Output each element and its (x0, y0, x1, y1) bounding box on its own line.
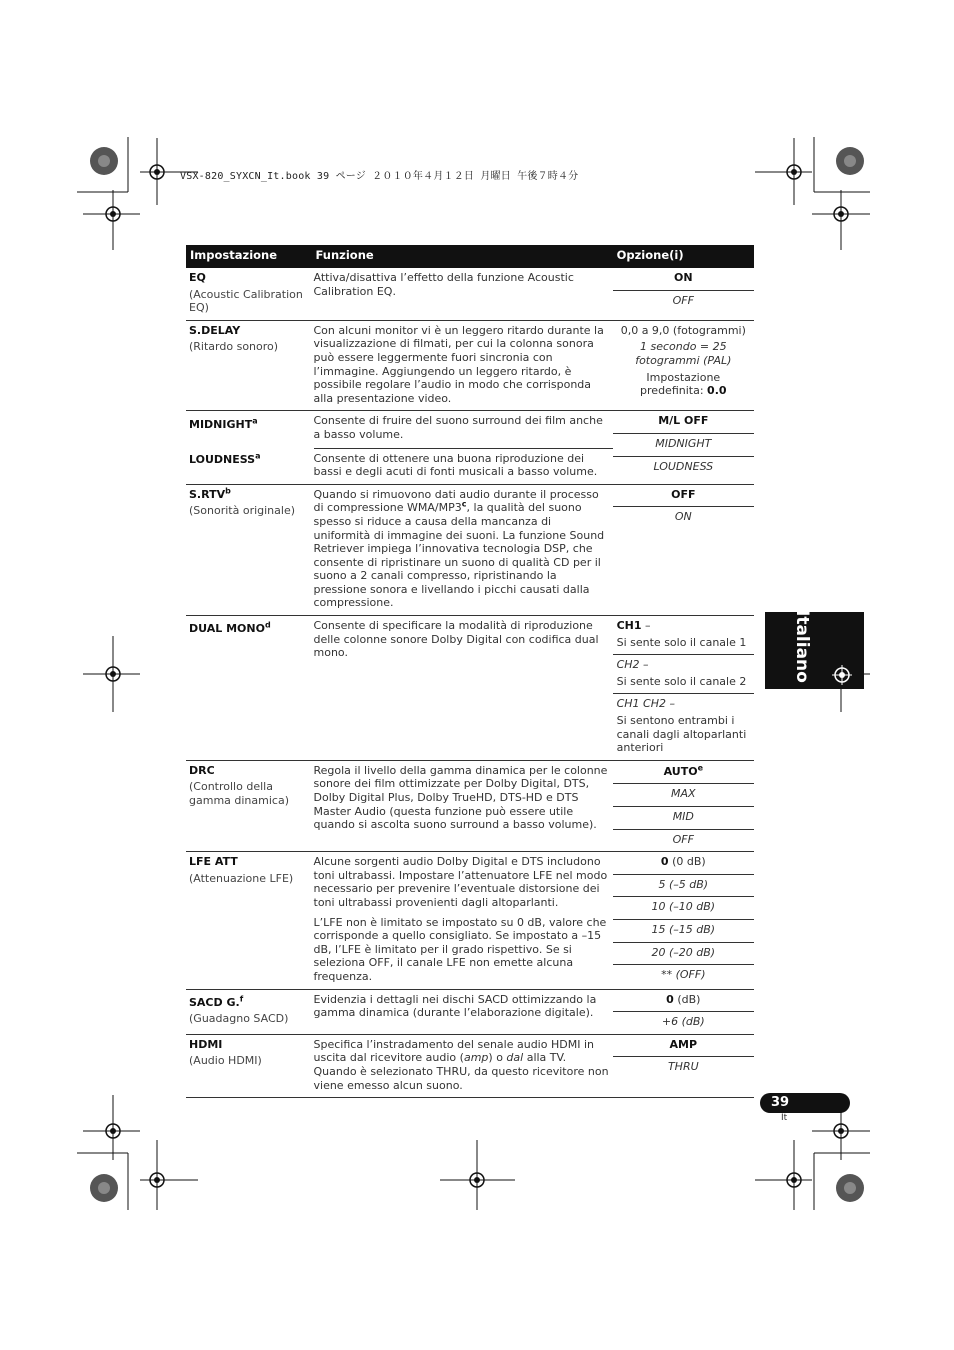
setting-name-eq: EQ (189, 271, 206, 284)
option-drc-max: MAX (613, 784, 754, 807)
setting-name-sacd: SACD G. (189, 995, 240, 1009)
option-sacd-0: 0 (666, 992, 674, 1006)
header-opzioni: Opzione(i) (613, 245, 754, 268)
setting-desc-drc: Regola il livello della gamma dinamica per le colonne sonore dei film ottimizzate per Dolby Digital, DTS, Dolby Digital Plus, Dolby TrueHD, DTS-HD e DTS Master Audio (questa funzione può essere utile quando si ascolta suono surround a basso volume). (308, 760, 613, 851)
footnote-a-loudness: a (255, 451, 261, 461)
language-tab-label: Italiano (792, 610, 812, 683)
option-srtv-off: OFF (613, 485, 754, 508)
setting-name-sdelay: S.DELAY (189, 323, 241, 337)
option-lfe-10: 10 (–10 dB) (613, 897, 754, 920)
page-number-badge (760, 1093, 850, 1113)
setting-desc-hdmi: Specifica l’instradamento del senale audio HDMI in uscita dal ricevitore audio (amp) o dal alla TV. Quando è selezionato THRU, da questo ricevitore non viene emesso alcun suono. (308, 1034, 613, 1097)
option-ch2-desc: Si sente solo il canale 2 (616, 674, 747, 688)
setting-sub-sdelay: (Ritardo sonoro) (189, 340, 279, 354)
side-tab-crosshair (832, 665, 852, 685)
table-row-sacd: SACD G.$^f$ (Guadagno SACD) Evidenzia i dettagli nei dischi SACD ottimizzando la gamma dinamica (durante l’elaborazione digitale). 0 (dB) +6 (dB) (186, 989, 754, 1034)
option-ch1-desc: Si sente solo il canale 1 (616, 635, 747, 649)
table-row-lfeatt: LFE ATT (Attenuazione LFE) Alcune sorgenti audio Dolby Digital e DTS includono toni ultrabassi. Impostare l’attenuatore LFE nel modo necessario per prevenire l’eventuale distorsione dei toni ultrabassi provenienti dagli altoparlanti. L’LFE non è limitato se impostato su 0 dB, valore che corrisponde a quello consigliato. Se impostato a –15 dB, l’LFE è limitato per il grado rispettivo. Se si seleziona OFF, il canale LFE non emette alcuna frequenza. 0 (0 dB) 5 (–5 dB) 10 (–10 dB) 15 (–15 dB) 20 (–20 dB) ** (OFF) (186, 852, 754, 989)
table-row-eq (186, 268, 754, 320)
setting-sub-drc: (Controllo della gamma dinamica) (189, 780, 289, 807)
option-lfe-5: 5 (–5 dB) (613, 875, 754, 898)
option-lfe-off: ** (OFF) (661, 968, 706, 982)
setting-sub-hdmi: (Audio HDMI) (189, 1054, 262, 1068)
table-row-srtv (186, 484, 754, 615)
footnote-a-midnight: a (252, 416, 258, 426)
option-sacd-6: +6 (dB) (661, 1015, 705, 1029)
footnote-d: d (264, 620, 271, 630)
language-code: It (781, 1113, 788, 1123)
option-ch2-name: CH2 – (616, 658, 649, 672)
table-row-sdelay (186, 320, 754, 411)
setting-sub-eq: (Acoustic Calibration EQ) (189, 287, 303, 315)
option-sdelay-default-value: 0.0 (707, 384, 727, 398)
setting-desc-lfeatt-1: Alcune sorgenti audio Dolby Digital e DTS includono toni ultrabassi. Impostare l’attenuatore LFE nel modo necessario per prevenire l’eventuale distorsione dei toni ultrabassi provenienti dagli altoparlanti. (313, 855, 608, 909)
setting-desc-lfeatt-2: L’LFE non è limitato se impostato su 0 dB, valore che corrisponde a quello consigliato. Se impostato a –15 dB, l’LFE è limitato per il grado rispettivo. Se si seleziona OFF, il canale LFE non emette alcuna frequenza. (313, 915, 607, 983)
option-ch1-name: CH1 (616, 619, 642, 633)
setting-desc-loudness: Consente di ottenere una buona riproduzione dei bassi e degli acuti di fonti musicali a basso volume. (313, 451, 598, 479)
setting-desc-sdelay: Con alcuni monitor vi è un leggero ritardo durante la visualizzazione di filmati, per cui la colonna sonora può essere leggermente fuori sincronia con l’immagine. Aggiungendo un leggero ritardo, è possibile regolare l’audio in modo che corrisponda alla presentazione video. (308, 320, 613, 411)
setting-name-srtv: S.RTV (189, 487, 226, 501)
setting-name-dualmono: DUAL MONO (189, 622, 265, 636)
option-loudness: LOUDNESS (653, 459, 714, 473)
page-number: 39 (771, 1095, 790, 1110)
footnote-e: e (697, 763, 703, 773)
setting-desc-midnight: Consente di fruire del suono surround dei film anche a basso volume. (314, 411, 613, 448)
option-lfe-20: 20 (–20 dB) (613, 943, 754, 966)
option-eq-on: ON (613, 268, 754, 291)
table-row-midnight-loudness (186, 411, 754, 484)
footnote-b-srtv: b (225, 486, 231, 496)
option-hdmi-thru: THRU (667, 1060, 699, 1074)
table-row-hdmi (186, 1034, 754, 1097)
setting-desc-sacd: Evidenzia i dettagli nei dischi SACD ottimizzando la gamma dinamica (durante l’elaborazione digitale). (308, 989, 613, 1034)
print-header-line: VSX-820_SYXCN_It.book 39 ページ ２０１０年４月１２日 月曜日 午後７時４分 (180, 171, 579, 182)
table-row-dualmono: DUAL MONO$^d$ Consente di specificare la modalità di riproduzione delle colonne sonore Dolby Digital con codifica dual mono. CH1 – Si sente solo il canale 1 CH2 – Si sente solo il canale 2 CH1 CH2 – Si sentono entrambi i canali dagli altoparlanti anteriori (186, 616, 754, 761)
setting-name-drc: DRC (189, 763, 215, 777)
setting-desc-eq: Attiva/disattiva l’effetto della funzione Acoustic Calibration EQ. (313, 271, 574, 298)
option-lfe-0: 0 (660, 855, 669, 869)
setting-name-hdmi: HDMI (189, 1037, 223, 1051)
header-impostazione: Impostazione (186, 245, 308, 268)
setting-sub-srtv: (Sonorità originale) (189, 504, 296, 518)
option-hdmi-amp: AMP (613, 1035, 754, 1058)
option-drc-off: OFF (672, 832, 694, 846)
settings-table (186, 245, 754, 1098)
setting-name-loudness: LOUDNESS (189, 452, 256, 466)
option-eq-off: OFF (672, 293, 694, 307)
setting-desc-dualmono: Consente di specificare la modalità di riproduzione delle colonne sonore Dolby Digital con codifica dual mono. (308, 616, 613, 761)
header-funzione: Funzione (308, 245, 613, 268)
option-midnight: MIDNIGHT (613, 434, 754, 457)
option-ch1ch2-name: CH1 CH2 – (616, 697, 676, 711)
option-lfe-15: 15 (–15 dB) (613, 920, 754, 943)
footnote-c: c (461, 499, 467, 509)
setting-sub-lfeatt: (Attenuazione LFE) (189, 871, 294, 885)
option-sdelay-range: 0,0 a 9,0 (fotogrammi) (620, 323, 746, 337)
table-row-drc (186, 760, 754, 851)
footnote-f: f (239, 993, 244, 1003)
option-sdelay-note: 1 secondo = 25 fotogrammi (PAL) (635, 340, 732, 367)
option-drc-mid: MID (613, 807, 754, 830)
setting-sub-sacd: (Guadagno SACD) (189, 1012, 289, 1026)
option-sdelay-default-label: Impostazione predefinita: (640, 370, 721, 398)
option-ml-off: M/L OFF (613, 411, 754, 434)
setting-desc-srtv: Quando si rimuovono dati audio durante il processo di compressione WMA/MP3$^c$, la qualità del suono spesso si riduce a causa della mancanza di uniformità di immagine dei suoni. La funzione Sound Retriever impiega l’innovativa tecnologia DSP, che consente di ripristinare un suono di qualità CD per il suono a 2 canali compresso, ripristinando la pressione sonora e livellando i picchi causati dalla compressione. (308, 484, 613, 615)
setting-name-midnight: MIDNIGHT (189, 418, 253, 432)
option-drc-auto: AUTO (663, 764, 698, 778)
option-ch1ch2-desc: Si sentono entrambi i canali dagli altoparlanti anteriori (616, 714, 747, 755)
setting-name-lfeatt: LFE ATT (189, 855, 238, 869)
option-srtv-on: ON (674, 510, 692, 524)
